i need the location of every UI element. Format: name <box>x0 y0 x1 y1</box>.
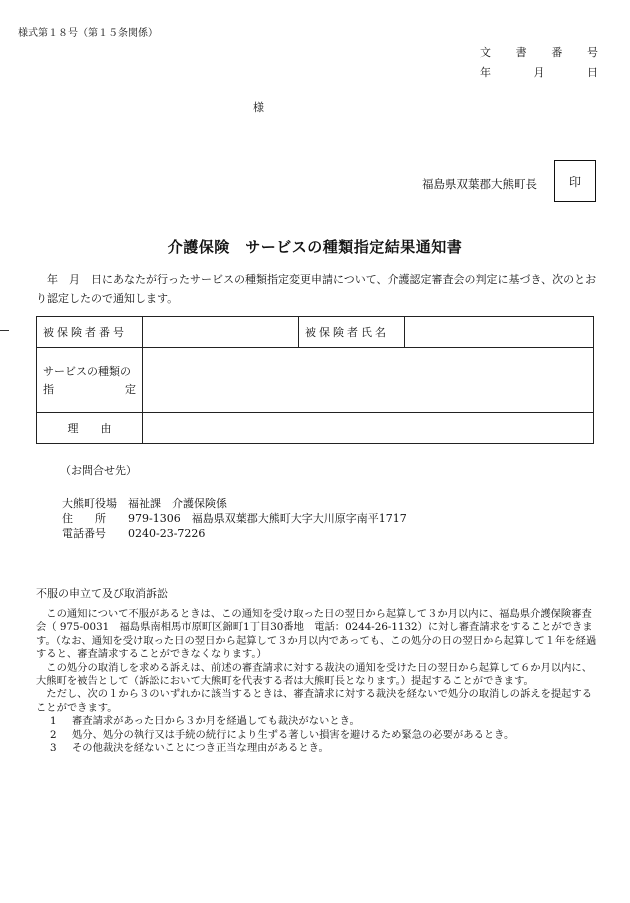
document-title: 介護保険 サービスの種類指定結果通知書 <box>167 238 463 256</box>
seal-label: 印 <box>568 174 581 189</box>
service-type-label: サービスの種類の 指 定 <box>37 348 143 413</box>
document-date-label: 年 月 日 <box>480 66 598 79</box>
list-item: 2 処分、処分の執行又は手続の続行により生ずる著しい損害を避けるため緊急の必要があるとき。 <box>50 728 515 741</box>
margin-mark <box>0 330 9 331</box>
contact-heading: （お問合せ先） <box>60 464 137 477</box>
reason-value <box>143 413 594 444</box>
service-type-value <box>143 348 594 413</box>
appeal-paragraph: この処分の取消しを求める訴えは、前述の審査請求に対する裁決の通知を受けた日の翌日から起算して６か月以内に、大熊町を被告として（訴訟において大熊町を代表する者は大熊町長となります。）提起することができます。 <box>36 661 593 688</box>
insured-name-label: 被保険者氏名 <box>299 317 405 348</box>
form-number: 様式第１８号（第１５条関係） <box>18 28 158 39</box>
address-label: 住 所 <box>62 512 106 525</box>
seal-box <box>554 160 596 202</box>
contact-address-line <box>62 510 407 526</box>
recipient-honorific: 様 <box>253 101 264 114</box>
contact-office: 大熊町役場 福祉課 介護保険係 <box>62 497 227 510</box>
appeal-paragraph: ただし、次の１から３のいずれかに該当するときは、審査請求に対する裁決を経ないで処分の取消しの訴えを提起することができます。 <box>36 688 593 714</box>
insured-number-label: 被保険者番号 <box>37 317 143 348</box>
table-row <box>37 317 594 348</box>
list-item: 3 その他裁決を経ないことにつき正当な理由があるとき。 <box>50 742 329 755</box>
list-item: 1 審査請求があった日から３か月を経過しても裁決がないとき。 <box>50 715 360 728</box>
insured-info-table <box>36 316 594 444</box>
table-row <box>37 348 594 413</box>
insured-number-value <box>143 317 299 348</box>
document-number-label: 文 書 番 号 <box>480 46 598 59</box>
address-value: 979-1306 福島県双葉郡大熊町大字大川原字南平1717 <box>128 512 407 525</box>
intro-text: 年 月 日にあなたが行ったサービスの種類指定変更申請について、介護認定審査会の判定に基づき、次のとおり認定したので通知します。 <box>36 273 597 305</box>
appeal-paragraph: この通知について不服があるときは、この通知を受け取った日の翌日から起算して３か月以内に、福島県介護保険審査会（ 975-0031 福島県南相馬市原町区錦町1丁目30番地 電話：0244-26-1132）に対し審査請求をすることができます。（なお、通知を受け取った日の翌日から起算して３か月以内であっても、この処分の日の翌日から起算して１年を経過すると、審査請求することができなくなります。） <box>36 608 597 661</box>
appeal-heading: 不服の申立て及び取消訴訟 <box>36 587 168 600</box>
insured-name-value <box>405 317 594 348</box>
issuer-name: 福島県双葉郡大熊町長 <box>422 177 537 191</box>
contact-phone-line <box>62 525 205 541</box>
reason-label: 理 由 <box>37 413 143 444</box>
phone-value: 0240-23-7226 <box>128 527 206 540</box>
table-row <box>37 413 594 444</box>
phone-label: 電話番号 <box>62 527 106 540</box>
appeal-body <box>36 608 598 755</box>
